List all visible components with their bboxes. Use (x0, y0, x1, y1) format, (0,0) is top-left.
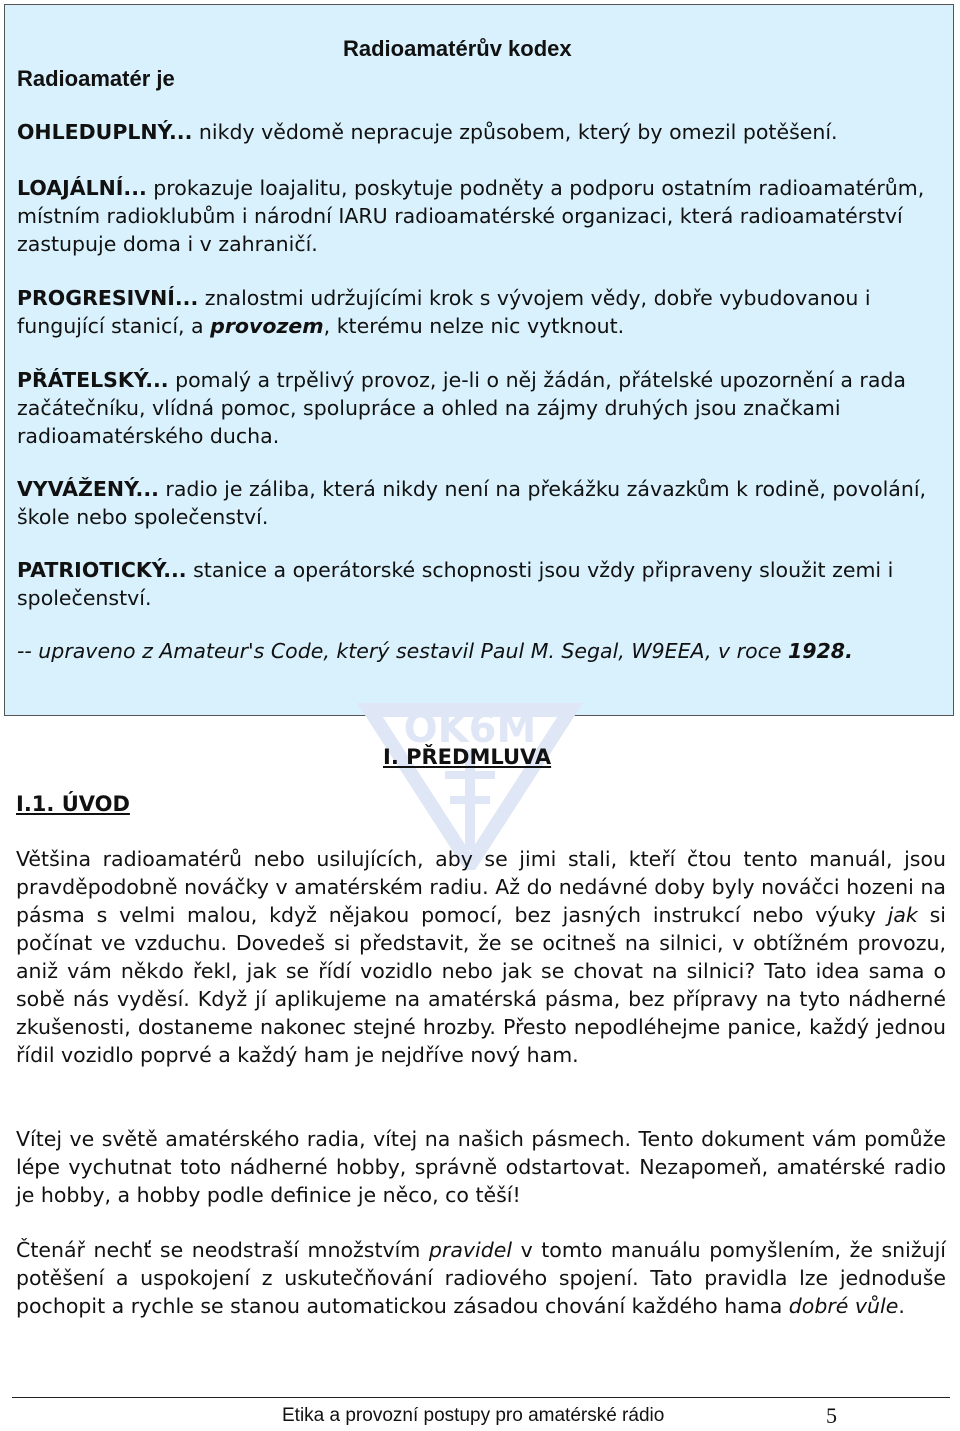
paragraph-emphasis: jak (887, 903, 918, 927)
entry-term: PŘÁTELSKÝ... (17, 368, 169, 392)
paragraph-text: v tomto manuálu pomyšlením, že snižují potěšení a uspokojení z uskutečňování radiového spojení. Tato pravidla lze jednoduše pochopit a rychle se stanou automatickou zásadou chování každého hama (16, 1238, 946, 1318)
entry-text: radio je záliba, která nikdy není na překážku závazkům k rodině, povolání, škole nebo společenství. (17, 477, 927, 529)
code-citation (17, 637, 942, 665)
footer-divider (12, 1397, 950, 1398)
code-entry-progressive (17, 284, 942, 340)
entry-emphasis: provozem (210, 314, 324, 338)
paragraph-text: . (898, 1294, 905, 1318)
amateur-code-box (4, 4, 954, 716)
entry-text: prokazuje loajalitu, poskytuje podněty a podporu ostatním radioamatérům, místním radioklubům i národní IARU radioamatérské organizaci, která radioamatérství zastupuje doma i v zahraničí. (17, 176, 925, 256)
entry-term: PROGRESIVNÍ... (17, 286, 199, 310)
page-number: 5 (826, 1403, 837, 1428)
paragraph-emphasis: pravidel (428, 1238, 513, 1262)
entry-term: PATRIOTICKÝ... (17, 558, 187, 582)
paragraph-text: Čtenář nechť se neodstraší množstvím (16, 1238, 429, 1262)
subsection-heading: I.1. ÚVOD (16, 792, 130, 816)
intro-paragraph-2: Vítej ve světě amatérského radia, vítej na našich pásmech. Tento dokument vám pomůže lépe vychutnat toto nádherné hobby, správně odstartovat. Nezapomeň, amatérské radio je hobby, a hobby podle definice je něco, co těší! (16, 1127, 946, 1207)
code-entry-considerate (17, 118, 942, 146)
entry-text: pomalý a trpělivý provoz, je-li o něj žádán, přátelské upozornění a rada začátečníku, vlídná pomoc, spolupráce a ohled na zájmy druhých jsou značkami radioamatérského ducha. (17, 368, 906, 448)
intro-paragraph-1 (16, 845, 946, 1069)
paragraph-text: si počínat ve vzduchu. Dovedeš si představit, že se ocitneš na silnici, v obtížném provozu, aniž vám někdo řekl, jak se řídí vozidlo nebo jak se chovat na silnici? Tato idea sama o sobě nás vyděsí. Když jí aplikujeme na amatérská pásma, bez přípravy na tyto nádherné zkušenosti, dostaneme nakonec stejné hrozby. Přesto nepodléhejme panice, každý jednou řídil vozidlo poprvé a každý ham je nejdříve nový ham. (16, 903, 946, 1067)
code-entry-loyal (17, 174, 942, 258)
entry-term: LOAJÁLNÍ... (17, 176, 147, 200)
intro-paragraph-3 (16, 1236, 946, 1320)
watermark-text: OK6M (403, 706, 537, 752)
entry-text-after: , kterému nelze nic vytknout. (323, 314, 625, 338)
entry-term: VYVÁŽENÝ... (17, 477, 159, 501)
code-title: Radioamatérův kodex (343, 36, 572, 61)
entry-text: znalostmi udržujícími krok s vývojem vědy, dobře vybudovanou i fungující stanicí, a (17, 286, 871, 338)
code-lead: Radioamatér je (17, 66, 175, 91)
code-entry-friendly (17, 366, 942, 450)
citation-text: -- upraveno z Amateur's Code, který sestavil Paul M. Segal, W9EEA, v roce (17, 639, 789, 663)
paragraph-emphasis: dobré vůle (788, 1294, 899, 1318)
code-entry-balanced (17, 475, 942, 531)
paragraph-text: Většina radioamatérů nebo usilujících, aby se jimi stali, kteří čtou tento manuál, jsou pravděpodobně nováčky v amatérském radiu. Až do nedávné doby byly nováčci hozeni na pásma s velmi malou, když nějakou pomocí, bez jasných instrukcí nebo výuky (16, 847, 946, 927)
entry-term: OHLEDUPLNÝ... (17, 120, 193, 144)
section-heading: I. PŘEDMLUVA (383, 745, 552, 769)
entry-text: nikdy vědomě nepracuje způsobem, který by omezil potěšení. (192, 120, 838, 144)
entry-text: stanice a operátorské schopnosti jsou vždy připraveny sloužit zemi i společenství. (17, 558, 894, 610)
footer-title: Etika a provozní postupy pro amatérské rádio (282, 1405, 665, 1426)
code-entry-patriotic (17, 556, 942, 612)
citation-year: 1928. (788, 639, 853, 663)
